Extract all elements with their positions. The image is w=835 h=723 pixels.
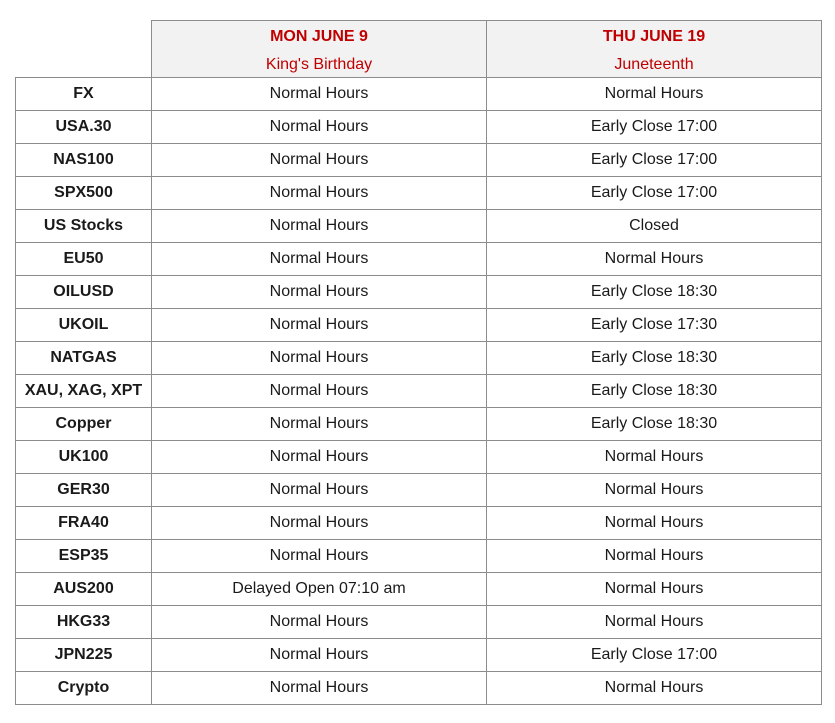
thu-hours-cell: Early Close 17:30 xyxy=(487,309,822,342)
holiday-trading-hours-table xyxy=(15,20,821,705)
mon-hours-cell: Normal Hours xyxy=(152,507,487,540)
instrument-cell: GER30 xyxy=(16,474,152,507)
thu-hours-cell: Closed xyxy=(487,210,822,243)
mon-hours-cell: Normal Hours xyxy=(152,606,487,639)
thu-hours-cell: Early Close 18:30 xyxy=(487,276,822,309)
table-row xyxy=(16,177,822,210)
instrument-cell: JPN225 xyxy=(16,639,152,672)
instrument-cell: Copper xyxy=(16,408,152,441)
column-holiday: King's Birthday xyxy=(265,56,373,73)
instrument-cell: UK100 xyxy=(16,441,152,474)
instrument-cell: OILUSD xyxy=(16,276,152,309)
table-header xyxy=(16,21,822,78)
instrument-cell: NAS100 xyxy=(16,144,152,177)
header-row xyxy=(16,21,822,78)
instrument-cell: UKOIL xyxy=(16,309,152,342)
header-corner-cell xyxy=(16,21,152,78)
table-row xyxy=(16,210,822,243)
table-row xyxy=(16,507,822,540)
mon-hours-cell: Normal Hours xyxy=(152,342,487,375)
column-title: THU JUNE 19 xyxy=(602,28,706,45)
mon-hours-cell: Normal Hours xyxy=(152,177,487,210)
table-row xyxy=(16,375,822,408)
table-row xyxy=(16,78,822,111)
mon-hours-cell: Normal Hours xyxy=(152,408,487,441)
table-row xyxy=(16,342,822,375)
instrument-cell: HKG33 xyxy=(16,606,152,639)
table-row xyxy=(16,441,822,474)
thu-hours-cell: Normal Hours xyxy=(487,243,822,276)
thu-hours-cell: Early Close 17:00 xyxy=(487,144,822,177)
instrument-cell: FRA40 xyxy=(16,507,152,540)
table-row xyxy=(16,540,822,573)
column-header-thu xyxy=(487,21,822,78)
mon-hours-cell: Normal Hours xyxy=(152,474,487,507)
thu-hours-cell: Normal Hours xyxy=(487,672,822,705)
thu-hours-cell: Early Close 18:30 xyxy=(487,408,822,441)
thu-hours-cell: Normal Hours xyxy=(487,78,822,111)
table-row xyxy=(16,474,822,507)
mon-hours-cell: Normal Hours xyxy=(152,78,487,111)
thu-hours-cell: Early Close 17:00 xyxy=(487,111,822,144)
thu-hours-cell: Early Close 17:00 xyxy=(487,177,822,210)
mon-hours-cell: Normal Hours xyxy=(152,144,487,177)
mon-hours-cell: Normal Hours xyxy=(152,276,487,309)
instrument-cell: USA.30 xyxy=(16,111,152,144)
mon-hours-cell: Normal Hours xyxy=(152,375,487,408)
table-row xyxy=(16,309,822,342)
table-row xyxy=(16,243,822,276)
mon-hours-cell: Delayed Open 07:10 am xyxy=(152,573,487,606)
thu-hours-cell: Normal Hours xyxy=(487,573,822,606)
instrument-cell: FX xyxy=(16,78,152,111)
table-row xyxy=(16,606,822,639)
schedule-table xyxy=(15,20,822,705)
column-holiday: Juneteenth xyxy=(614,56,694,73)
thu-hours-cell: Normal Hours xyxy=(487,606,822,639)
thu-hours-cell: Early Close 18:30 xyxy=(487,375,822,408)
table-row xyxy=(16,144,822,177)
table-body xyxy=(16,78,822,705)
instrument-cell: XAU, XAG, XPT xyxy=(16,375,152,408)
instrument-cell: Crypto xyxy=(16,672,152,705)
instrument-cell: AUS200 xyxy=(16,573,152,606)
mon-hours-cell: Normal Hours xyxy=(152,309,487,342)
mon-hours-cell: Normal Hours xyxy=(152,540,487,573)
table-row xyxy=(16,639,822,672)
thu-hours-cell: Early Close 18:30 xyxy=(487,342,822,375)
thu-hours-cell: Normal Hours xyxy=(487,474,822,507)
mon-hours-cell: Normal Hours xyxy=(152,243,487,276)
instrument-cell: ESP35 xyxy=(16,540,152,573)
table-row xyxy=(16,408,822,441)
instrument-cell: SPX500 xyxy=(16,177,152,210)
mon-hours-cell: Normal Hours xyxy=(152,672,487,705)
table-row xyxy=(16,672,822,705)
column-header-mon xyxy=(152,21,487,78)
mon-hours-cell: Normal Hours xyxy=(152,111,487,144)
instrument-cell: US Stocks xyxy=(16,210,152,243)
mon-hours-cell: Normal Hours xyxy=(152,639,487,672)
table-row xyxy=(16,111,822,144)
mon-hours-cell: Normal Hours xyxy=(152,441,487,474)
thu-hours-cell: Early Close 17:00 xyxy=(487,639,822,672)
instrument-cell: EU50 xyxy=(16,243,152,276)
instrument-cell: NATGAS xyxy=(16,342,152,375)
mon-hours-cell: Normal Hours xyxy=(152,210,487,243)
table-row xyxy=(16,276,822,309)
thu-hours-cell: Normal Hours xyxy=(487,540,822,573)
thu-hours-cell: Normal Hours xyxy=(487,507,822,540)
column-title: MON JUNE 9 xyxy=(270,28,368,45)
table-row xyxy=(16,573,822,606)
thu-hours-cell: Normal Hours xyxy=(487,441,822,474)
